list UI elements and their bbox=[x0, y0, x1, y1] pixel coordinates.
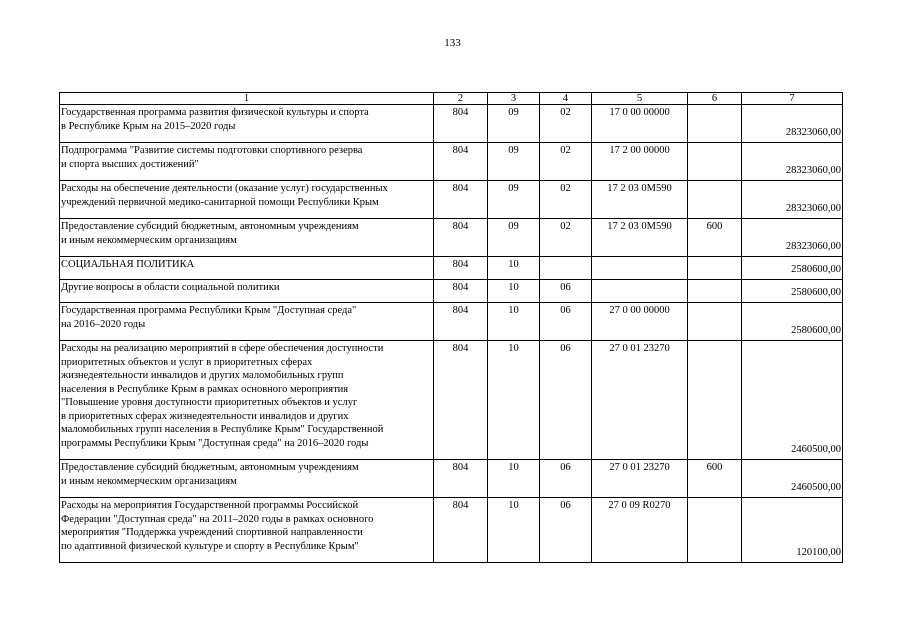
row-subsection-code: 06 bbox=[540, 341, 592, 460]
row-subsection-code: 02 bbox=[540, 219, 592, 257]
table-row bbox=[60, 498, 843, 563]
row-subsection-code: 02 bbox=[540, 105, 592, 143]
row-section-code: 10 bbox=[488, 280, 540, 303]
row-subsection-code: 06 bbox=[540, 498, 592, 563]
col-header-6: 6 bbox=[688, 93, 742, 105]
row-name: Государственная программа развития физической культуры и спорта в Республике Крым на 2015–2020 годы bbox=[60, 105, 434, 143]
row-name: Государственная программа Республики Крым "Доступная среда" на 2016–2020 годы bbox=[60, 303, 434, 341]
row-target-code: 17 2 03 0М590 bbox=[592, 181, 688, 219]
table-row bbox=[60, 219, 843, 257]
row-section-code: 10 bbox=[488, 460, 540, 498]
table-row bbox=[60, 460, 843, 498]
row-amount: 2580600,00 bbox=[742, 257, 843, 280]
header-row bbox=[60, 93, 843, 105]
table-row bbox=[60, 303, 843, 341]
row-target-code: 17 2 00 00000 bbox=[592, 143, 688, 181]
col-header-2: 2 bbox=[434, 93, 488, 105]
row-name: Предоставление субсидий бюджетным, автономным учреждениям и иным некоммерческим организациям bbox=[60, 219, 434, 257]
row-amount: 28323060,00 bbox=[742, 219, 843, 257]
row-name: Расходы на мероприятия Государственной программы Российской Федерации "Доступная среда" на 2011–2020 годы в рамках основного мероприятия "Поддержка учреждений спортивной направленности по адаптивной физической культуре и спорту в Республике Крым" bbox=[60, 498, 434, 563]
row-name: СОЦИАЛЬНАЯ ПОЛИТИКА bbox=[60, 257, 434, 280]
row-section-code: 10 bbox=[488, 341, 540, 460]
table-row bbox=[60, 143, 843, 181]
row-subsection-code: 02 bbox=[540, 143, 592, 181]
col-header-3: 3 bbox=[488, 93, 540, 105]
col-header-4: 4 bbox=[540, 93, 592, 105]
page-number: 133 bbox=[444, 37, 461, 49]
table-row bbox=[60, 280, 843, 303]
row-target-code: 17 0 00 00000 bbox=[592, 105, 688, 143]
row-section-code: 09 bbox=[488, 219, 540, 257]
row-target-code: 27 0 00 00000 bbox=[592, 303, 688, 341]
row-ministry-code: 804 bbox=[434, 143, 488, 181]
row-expense-type bbox=[688, 341, 742, 460]
table-row bbox=[60, 341, 843, 460]
budget-table bbox=[59, 92, 843, 563]
row-target-code bbox=[592, 257, 688, 280]
row-amount: 28323060,00 bbox=[742, 105, 843, 143]
row-ministry-code: 804 bbox=[434, 341, 488, 460]
col-header-5: 5 bbox=[592, 93, 688, 105]
row-section-code: 10 bbox=[488, 257, 540, 280]
row-section-code: 10 bbox=[488, 303, 540, 341]
row-expense-type bbox=[688, 143, 742, 181]
table-row bbox=[60, 105, 843, 143]
row-section-code: 09 bbox=[488, 181, 540, 219]
row-subsection-code: 02 bbox=[540, 181, 592, 219]
row-target-code bbox=[592, 280, 688, 303]
row-section-code: 10 bbox=[488, 498, 540, 563]
row-ministry-code: 804 bbox=[434, 303, 488, 341]
row-amount: 28323060,00 bbox=[742, 181, 843, 219]
row-target-code: 17 2 03 0М590 bbox=[592, 219, 688, 257]
col-header-1: 1 bbox=[60, 93, 434, 105]
row-ministry-code: 804 bbox=[434, 460, 488, 498]
row-ministry-code: 804 bbox=[434, 280, 488, 303]
row-subsection-code: 06 bbox=[540, 303, 592, 341]
row-amount: 2580600,00 bbox=[742, 280, 843, 303]
row-expense-type: 600 bbox=[688, 219, 742, 257]
table-row bbox=[60, 181, 843, 219]
row-ministry-code: 804 bbox=[434, 498, 488, 563]
col-header-7: 7 bbox=[742, 93, 843, 105]
row-name: Подпрограмма "Развитие системы подготовки спортивного резерва и спорта высших достижений" bbox=[60, 143, 434, 181]
row-expense-type: 600 bbox=[688, 460, 742, 498]
row-expense-type bbox=[688, 181, 742, 219]
row-expense-type bbox=[688, 498, 742, 563]
row-subsection-code: 06 bbox=[540, 460, 592, 498]
row-expense-type bbox=[688, 257, 742, 280]
row-name: Предоставление субсидий бюджетным, автономным учреждениям и иным некоммерческим организациям bbox=[60, 460, 434, 498]
row-name: Другие вопросы в области социальной политики bbox=[60, 280, 434, 303]
row-ministry-code: 804 bbox=[434, 181, 488, 219]
row-subsection-code bbox=[540, 257, 592, 280]
row-ministry-code: 804 bbox=[434, 257, 488, 280]
row-expense-type bbox=[688, 280, 742, 303]
row-subsection-code: 06 bbox=[540, 280, 592, 303]
row-section-code: 09 bbox=[488, 143, 540, 181]
row-amount: 2460500,00 bbox=[742, 341, 843, 460]
row-target-code: 27 0 01 23270 bbox=[592, 341, 688, 460]
row-name: Расходы на обеспечение деятельности (оказание услуг) государственных учреждений первичной медико-санитарной помощи Республики Крым bbox=[60, 181, 434, 219]
table-row bbox=[60, 257, 843, 280]
row-amount: 28323060,00 bbox=[742, 143, 843, 181]
row-amount: 120100,00 bbox=[742, 498, 843, 563]
row-amount: 2580600,00 bbox=[742, 303, 843, 341]
row-amount: 2460500,00 bbox=[742, 460, 843, 498]
row-section-code: 09 bbox=[488, 105, 540, 143]
row-name: Расходы на реализацию мероприятий в сфере обеспечения доступности приоритетных объектов и услуг в приоритетных сферах жизнедеятельности инвалидов и других маломобильных групп населения в Республике Крым в рамках основного мероприятия "Повышение уровня доступности приоритетных объектов и услуг в приоритетных сферах жизнедеятельности инвалидов и других маломобильных групп населения в Республике Крым" Государственной программы Республики Крым "Доступная среда" на 2016–2020 годы bbox=[60, 341, 434, 460]
row-target-code: 27 0 01 23270 bbox=[592, 460, 688, 498]
row-ministry-code: 804 bbox=[434, 219, 488, 257]
row-expense-type bbox=[688, 105, 742, 143]
row-ministry-code: 804 bbox=[434, 105, 488, 143]
row-expense-type bbox=[688, 303, 742, 341]
row-target-code: 27 0 09 R0270 bbox=[592, 498, 688, 563]
